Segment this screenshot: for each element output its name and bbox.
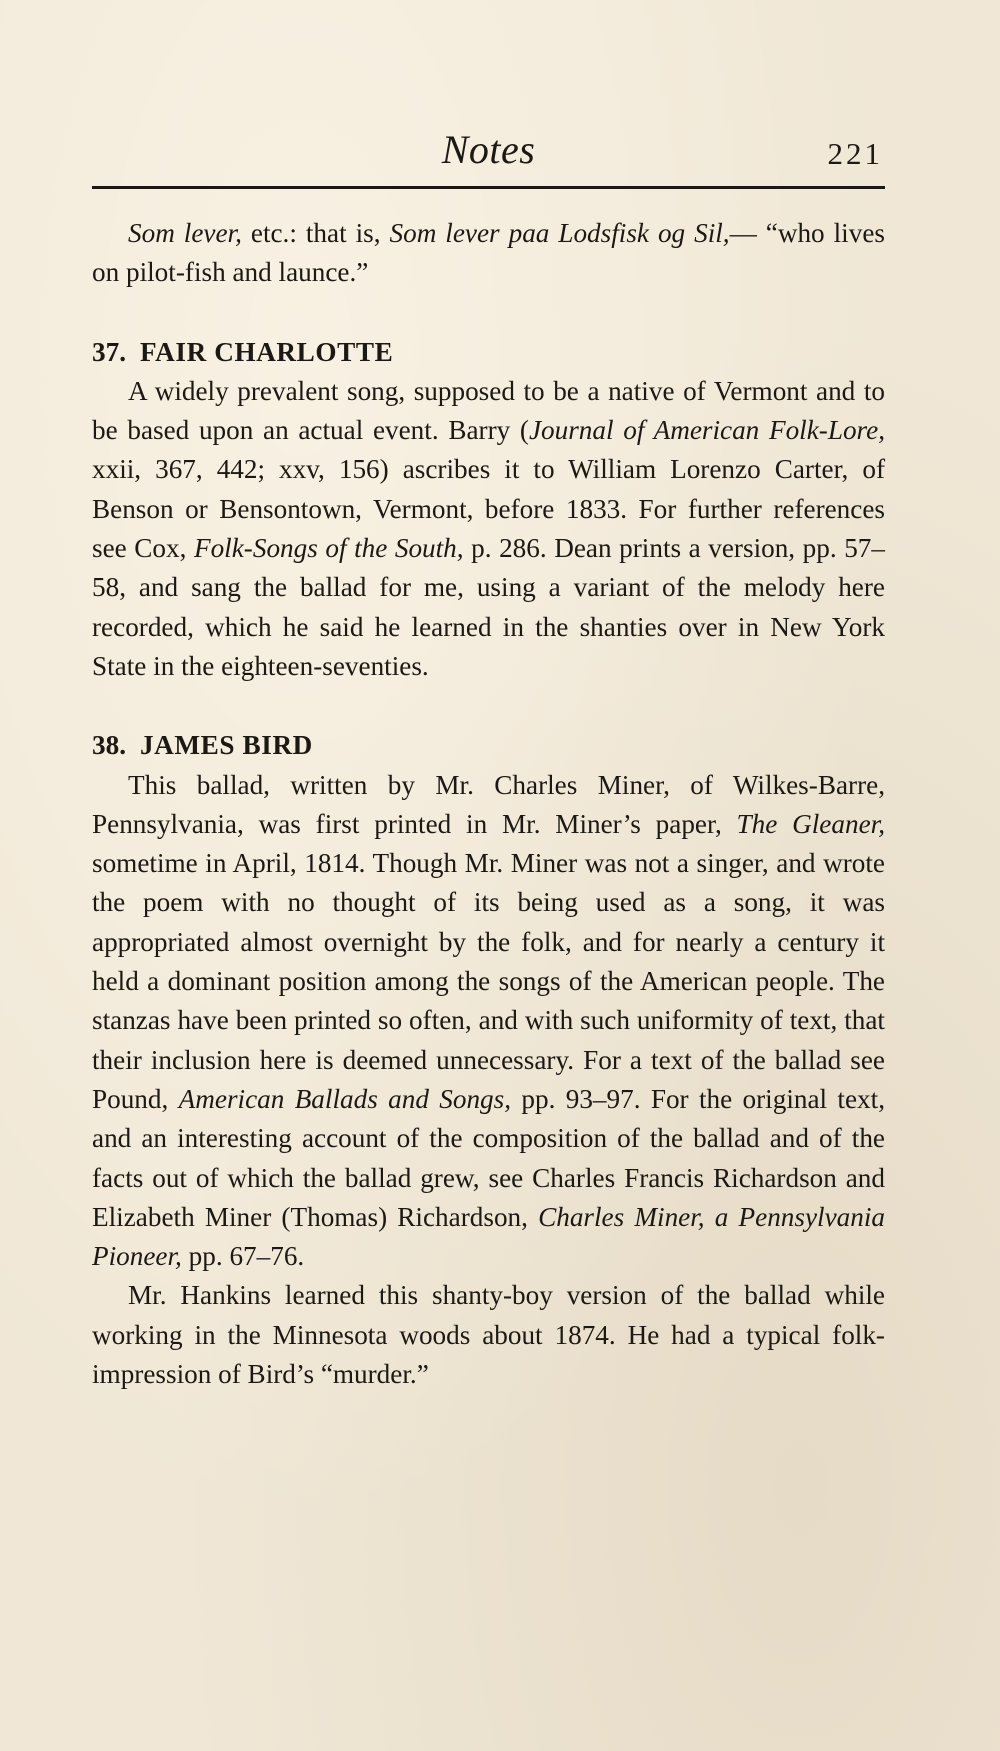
intro-italic-prefix: Som lever, (128, 218, 242, 248)
intro-paragraph (92, 214, 885, 293)
note-paragraph (92, 372, 885, 686)
note-heading (92, 333, 885, 372)
header-rule (92, 186, 885, 189)
text-run: This ballad, written by Mr. Charles Miner, of Wilkes-Barre, Pennsylvania, was first printed in Mr. Miner’s paper, (92, 769, 885, 839)
note-paragraph (92, 766, 885, 1277)
running-title: Notes (441, 127, 536, 172)
note-heading (92, 726, 885, 765)
note-number: 38. (92, 730, 126, 761)
citation-italic: Folk-Songs of the South, (193, 533, 464, 564)
citation-italic: The Gleaner, (736, 808, 885, 839)
note-title: FAIR CHARLOTTE (139, 336, 394, 367)
text-run: p. 286. Dean prints a version, pp. 57–58, and sang the ballad for me, using a variant of the melody here recorded, which he said he learned in the shanties over in New York State in the eighteen-seventies. (92, 533, 885, 681)
notes-body (92, 214, 885, 1394)
intro-middle: etc.: that is, (241, 218, 390, 248)
note-paragraph-2: Mr. Hankins learned this shanty-boy version of the ballad while working in the Minnesota woods about 1874. He had a typical folk-impression of Bird’s “murder.” (92, 1280, 885, 1390)
text-run: sometime in April, 1814. Though Mr. Miner was not a singer, and wrote the poem with no thought of its being used as a song, it was appropriated almost overnight by the folk, and for nearly a century it held a dominant position among the songs of the American people. The stanzas have been printed so often, and with such uniformity of text, that their inclusion here is deemed unnecessary. For a text of the ballad see Pound, (92, 848, 885, 1114)
text-run: xxii, 367, 442; xxv, 156) ascribes it to William Lorenzo Carter, of Benson or Bensontown, Vermont, before 1833. For further references see Cox, (92, 454, 885, 564)
intro-suffix: — “who lives on pilot-fish and launce.” (92, 218, 885, 288)
note-38 (92, 726, 885, 1394)
citation-italic: Journal of American Folk-Lore, (528, 415, 885, 446)
text-run: A widely prevalent song, supposed to be a native of Vermont and to be based upon an actual event. Barry ( (92, 375, 885, 446)
citation-italic: Charles Miner, a Pennsylvania Pioneer, (92, 1201, 885, 1272)
text-run: pp. 93–97. For the original text, and an interesting account of the composition of the ballad and of the facts out of which the ballad grew, see Charles Francis Richardson and Elizabeth Miner (Thomas) Richardson, (92, 1083, 886, 1232)
intro-italic-quote: Som lever paa Lodsfisk og Sil, (389, 218, 730, 248)
running-head (92, 118, 885, 180)
note-number: 37. (92, 336, 126, 367)
note-title: JAMES BIRD (139, 730, 313, 761)
citation-italic: American Ballads and Songs, (178, 1083, 512, 1114)
page-number: 221 (827, 136, 883, 171)
note-37 (92, 333, 885, 687)
text-run: pp. 67–76. (181, 1241, 305, 1272)
